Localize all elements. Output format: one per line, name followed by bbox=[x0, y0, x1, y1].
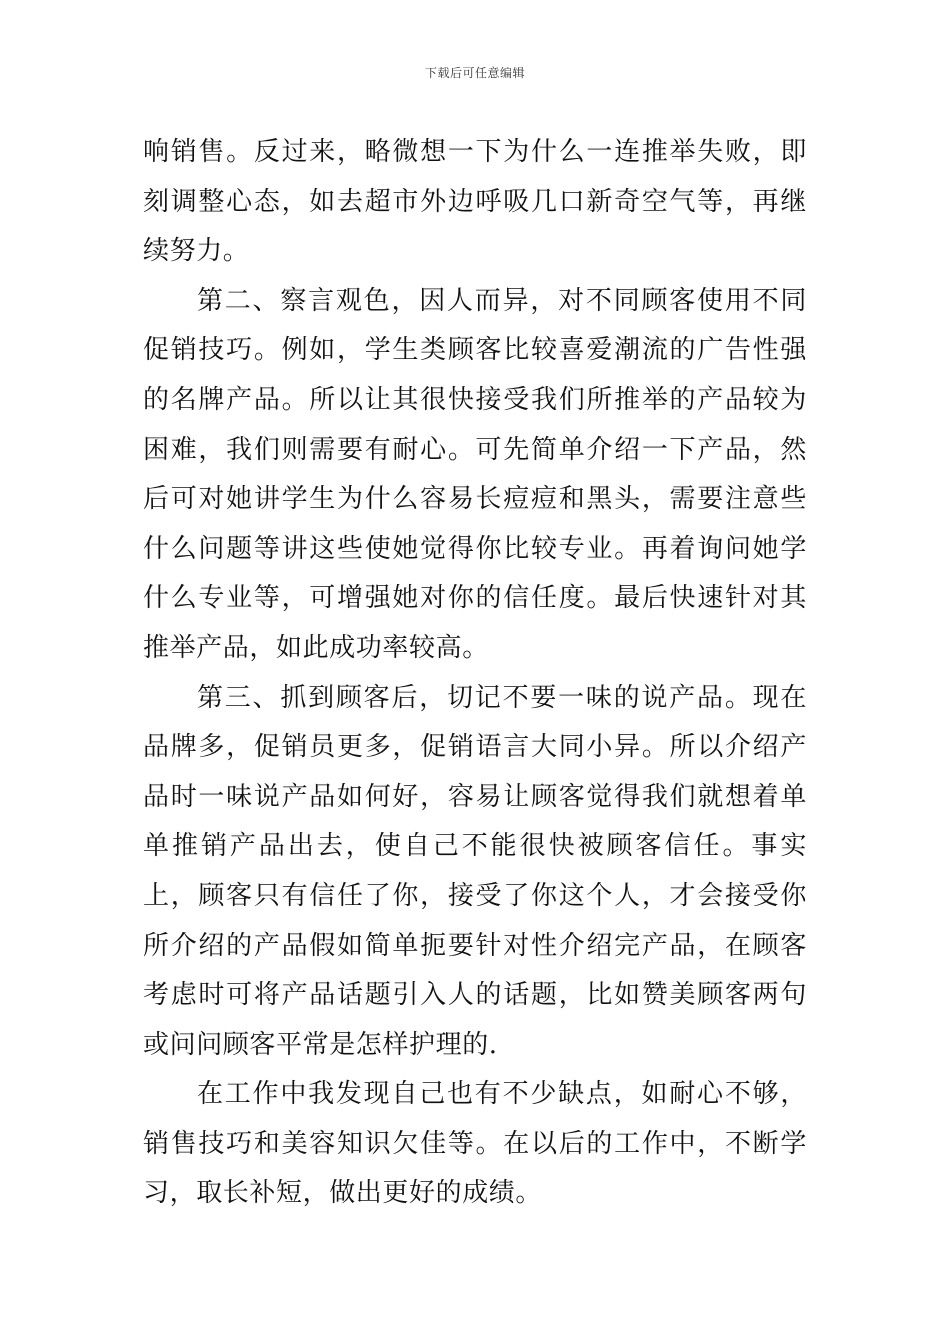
paragraph-continuation: 响销售。反过来，略微想一下为什么一连推举失败，即刻调整心态，如去超市外边呼吸几口新奇空气等，再继续努力。 bbox=[143, 137, 807, 267]
document-body bbox=[143, 128, 807, 1219]
paragraph-self-reflection: 在工作中我发现自己也有不少缺点，如耐心不够，销售技巧和美容知识欠佳等。在以后的工作中，不断学习，取长补短，做出更好的成绩。 bbox=[143, 1079, 807, 1209]
paragraph-second-point: 第二、察言观色，因人而异，对不同顾客使用不同促销技巧。例如，学生类顾客比较喜爱潮流的广告性强的名牌产品。所以让其很快接受我们所推举的产品较为困难，我们则需要有耐心。可先简单介绍一下产品，然后可对她讲学生为什么容易长痘痘和黑头，需要注意些什么问题等讲这些使她觉得你比较专业。再着询问她学什么专业等，可增强她对你的信任度。最后快速针对其推举产品，如此成功率较高。 bbox=[143, 285, 807, 663]
page-header: 下载后可任意编辑 bbox=[424, 66, 525, 80]
paragraph-third-point: 第三、抓到顾客后，切记不要一味的说产品。现在品牌多，促销员更多，促销语言大同小异。所以介绍产品时一味说产品如何好，容易让顾客觉得我们就想着单单推销产品出去，使自己不能很快被顾客信任。事实上，顾客只有信任了你，接受了你这个人，才会接受你所介绍的产品假如简单扼要针对性介绍完产品，在顾客考虑时可将产品话题引入人的话题，比如赞美顾客两句或问问顾客平常是怎样护理的. bbox=[143, 682, 807, 1060]
